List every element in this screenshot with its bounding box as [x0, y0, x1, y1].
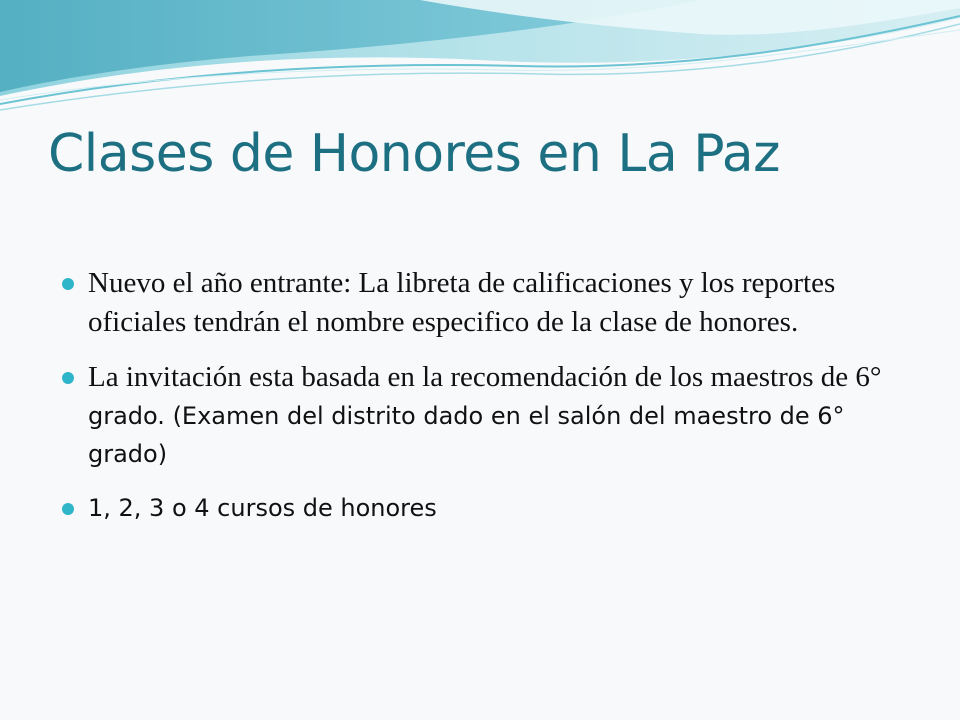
- bullet-list: [62, 264, 902, 543]
- bullet-text: Nuevo el año entrante: La libreta de calificaciones y los reportes oficiales tendrán el nombre especifico de la clase de honores.: [88, 267, 836, 338]
- slide-title: Clases de Honores en La Paz: [48, 124, 780, 184]
- bullet-text: 1, 2, 3 o 4 cursos de honores: [88, 494, 437, 522]
- bullet-item: [62, 489, 902, 527]
- bullet-text: La invitación esta basada en la recomendación de los maestros de 6°: [88, 361, 882, 393]
- bullet-dot-icon: [62, 372, 74, 384]
- decorative-wave-header: [0, 0, 960, 120]
- bullet-dot-icon: [62, 503, 74, 515]
- bullet-item: [62, 264, 902, 342]
- bullet-text-continued: grado. (Examen del distrito dado en el salón del maestro de 6° grado): [88, 402, 845, 468]
- bullet-dot-icon: [62, 278, 74, 290]
- bullet-item: [62, 358, 902, 473]
